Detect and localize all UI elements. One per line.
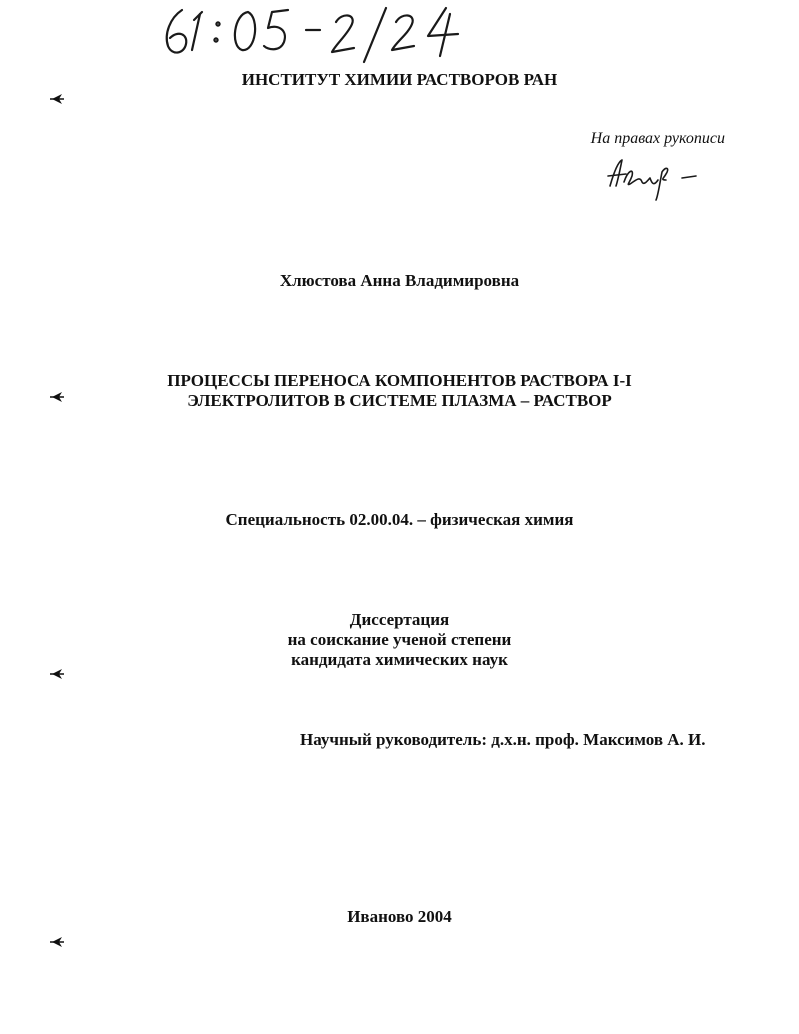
scientific-supervisor: Научный руководитель: д.х.н. проф. Максимов А. И. — [300, 730, 706, 749]
dissertation-title — [0, 371, 799, 411]
degree-line-1: Диссертация — [349, 610, 450, 629]
title-line-2: ЭЛЕКТРОЛИТОВ В СИСТЕМЕ ПЛАЗМА – РАСТВОР — [187, 391, 612, 410]
binding-mark-icon — [50, 667, 66, 681]
institution-name: ИНСТИТУТ ХИМИИ РАСТВОРОВ РАН — [241, 70, 558, 89]
binding-mark-icon — [50, 92, 66, 106]
specialty: Специальность 02.00.04. – физическая химия — [225, 510, 574, 529]
handwritten-archive-code — [160, 0, 480, 70]
degree-line-3: кандидата химических наук — [291, 650, 508, 669]
handwritten-signature — [600, 152, 710, 202]
binding-mark-icon — [50, 935, 66, 949]
title-line-1: ПРОЦЕССЫ ПЕРЕНОСА КОМПОНЕНТОВ РАСТВОРА I-I — [167, 371, 632, 390]
author-name: Хлюстова Анна Владимировна — [279, 271, 520, 290]
degree-line-2: на соискание ученой степени — [287, 630, 512, 649]
manuscript-rights-note: На правах рукописи — [590, 130, 725, 147]
city-year: Иваново 2004 — [347, 907, 452, 926]
degree-info — [0, 610, 799, 670]
binding-mark-icon — [50, 390, 66, 404]
